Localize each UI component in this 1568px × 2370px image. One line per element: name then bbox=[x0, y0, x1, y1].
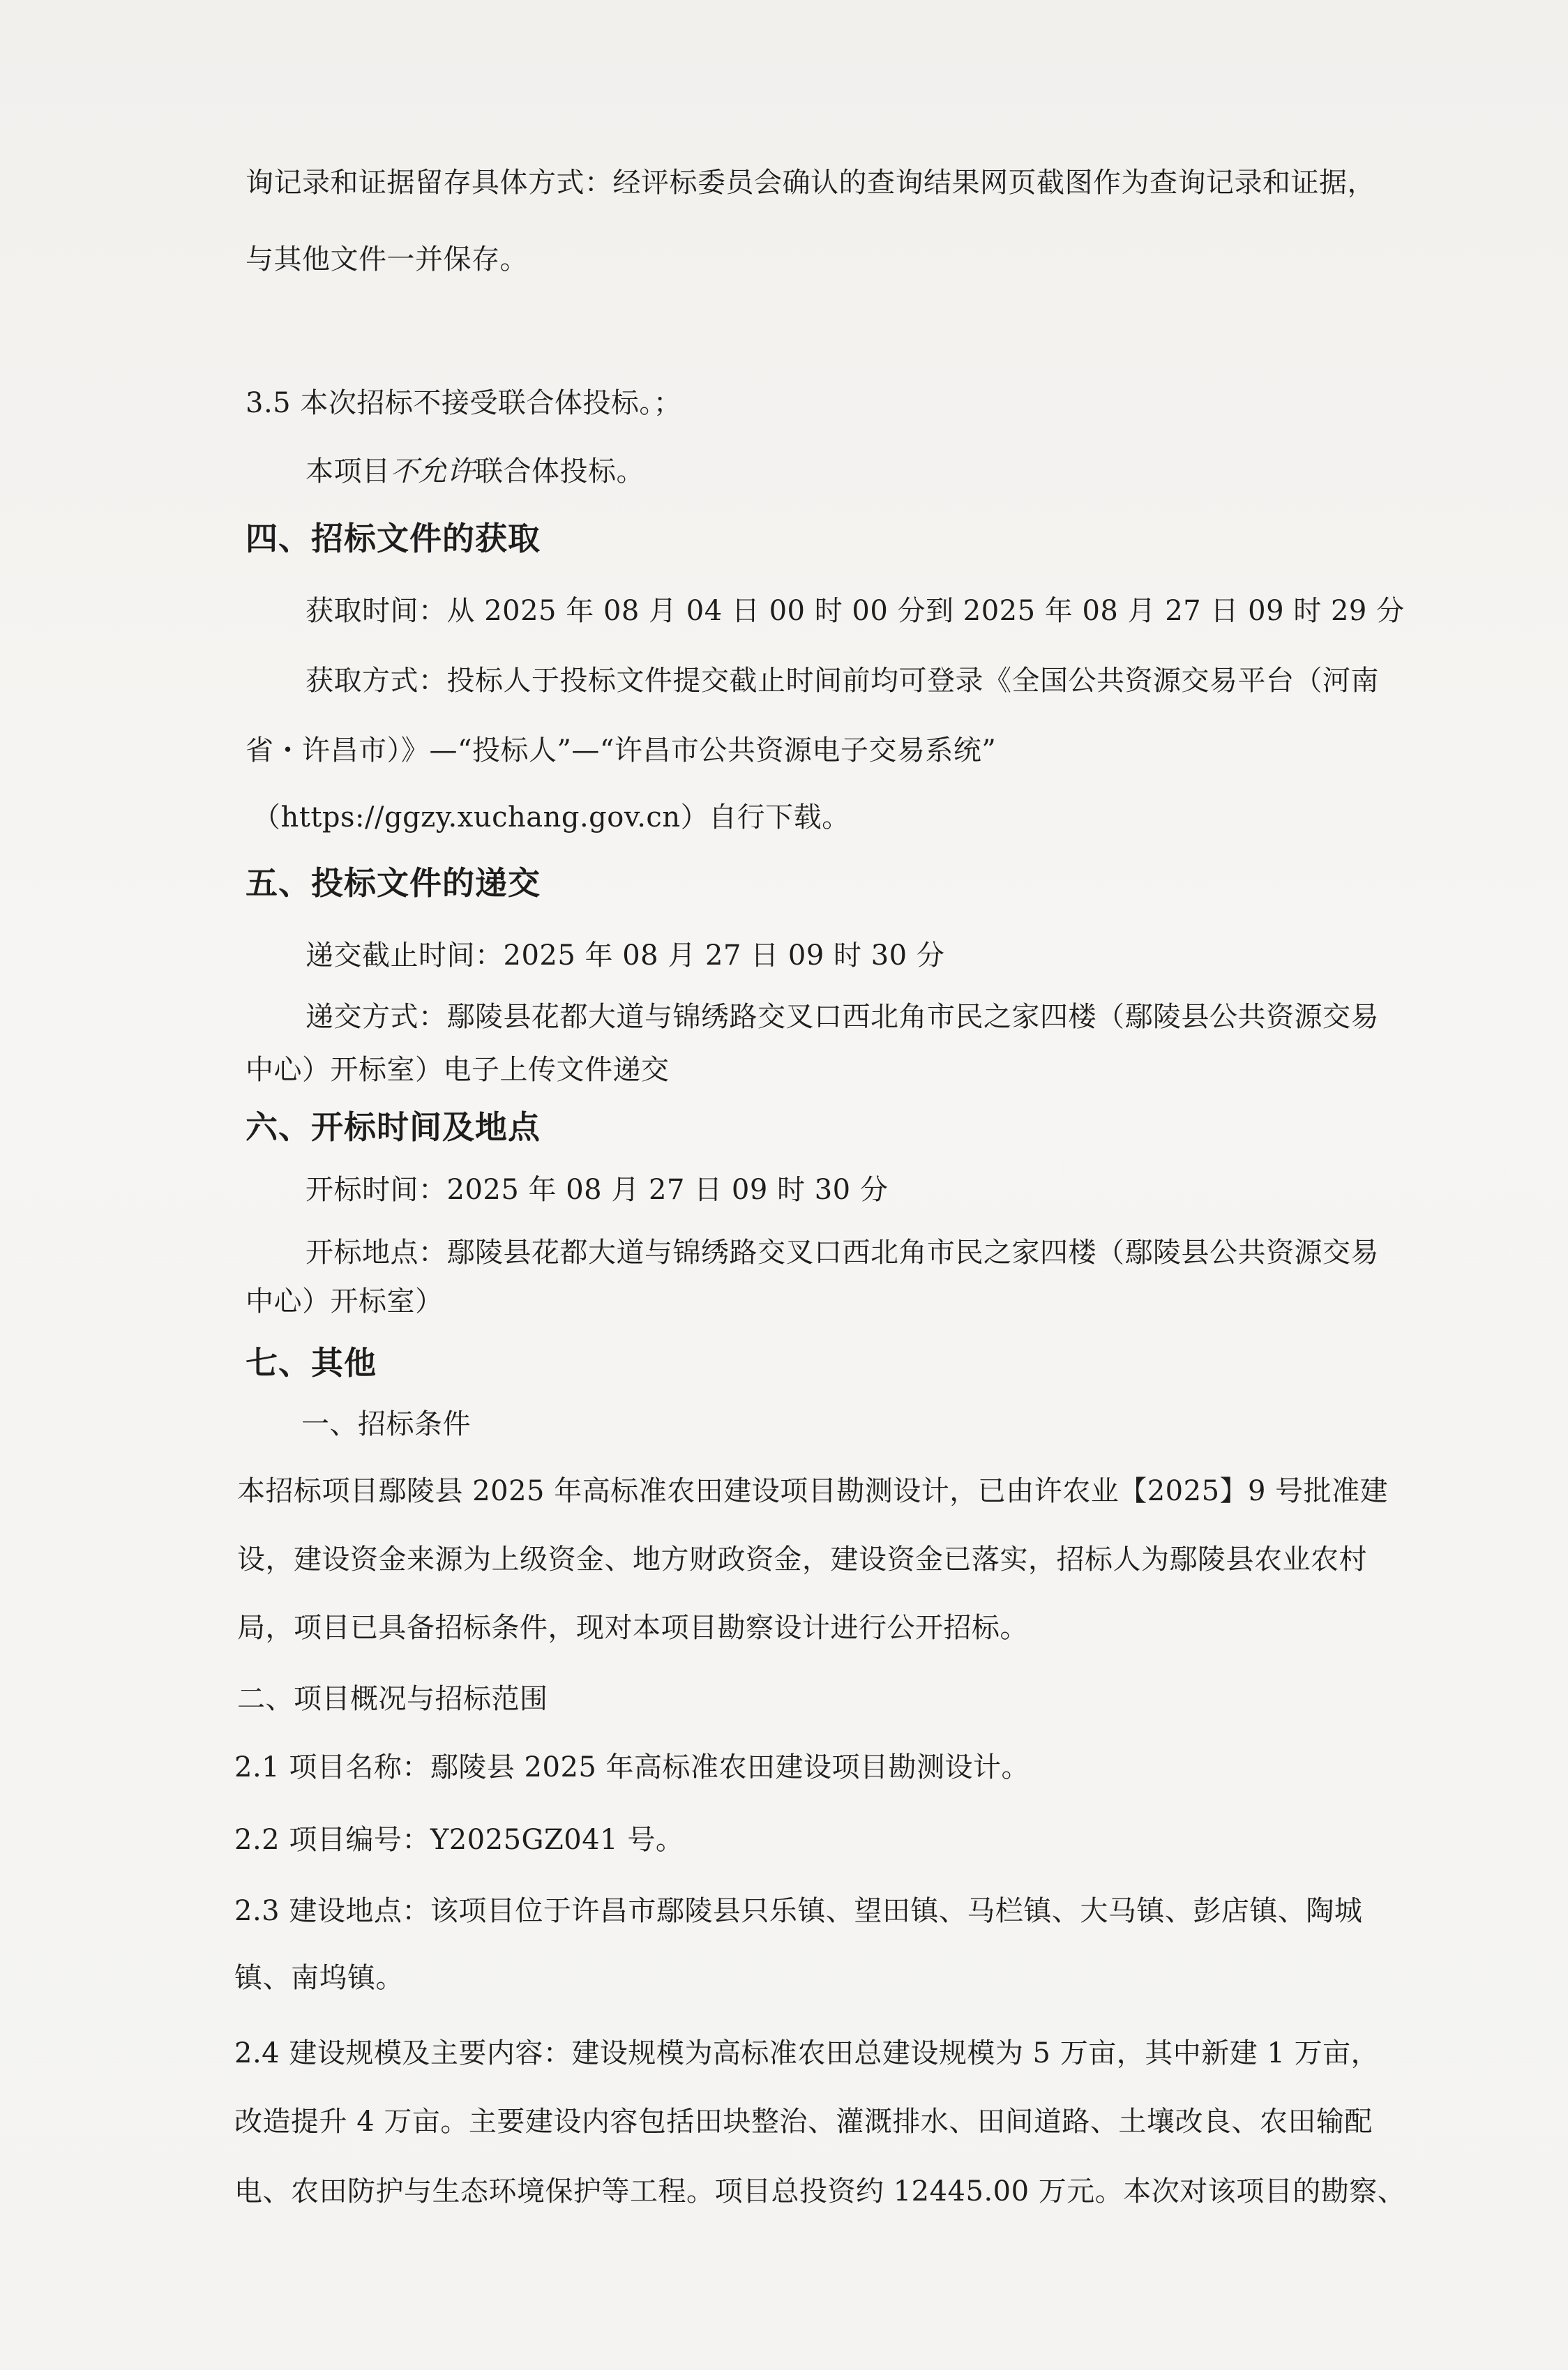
obtain-method-line-1: 获取方式：投标人于投标文件提交截止时间前均可登录《全国公共资源交易平台（河南 bbox=[306, 665, 1379, 697]
heading-obtain-documents: 四、招标文件的获取 bbox=[246, 520, 541, 557]
item-2-3-location-line-2: 镇、南坞镇。 bbox=[234, 1962, 404, 1994]
obtain-method-line-2: 省・许昌市）》—“投标人”—“许昌市公共资源电子交易系统” bbox=[246, 734, 997, 767]
section-3-5: 3.5 本次招标不接受联合体投标。； bbox=[246, 387, 682, 419]
open-time: 开标时间：2025 年 08 月 27 日 09 时 30 分 bbox=[306, 1174, 889, 1206]
submit-deadline: 递交截止时间：2025 年 08 月 27 日 09 时 30 分 bbox=[306, 939, 945, 972]
heading-other: 七、其他 bbox=[246, 1344, 377, 1382]
subheading-project-overview: 二、项目概况与招标范围 bbox=[237, 1683, 548, 1715]
conditions-line-2: 设，建设资金来源为上级资金、地方财政资金，建设资金已落实，招标人为鄢陵县农业农村 bbox=[237, 1543, 1367, 1576]
query-record-line-2: 与其他文件一并保存。 bbox=[246, 243, 528, 276]
note-suffix: 联合体投标。 bbox=[475, 455, 644, 488]
heading-submit-bids: 五、投标文件的递交 bbox=[246, 864, 541, 902]
note-emphasis: 不允许 bbox=[390, 455, 475, 488]
item-2-4-scale-line-1: 2.4 建设规模及主要内容：建设规模为高标准农田总建设规模为 5 万亩，其中新建 1 万亩， bbox=[234, 2037, 1380, 2069]
open-place-line-1: 开标地点：鄢陵县花都大道与锦绣路交叉口西北角市民之家四楼（鄢陵县公共资源交易 bbox=[306, 1237, 1379, 1269]
submit-method-line-2: 中心）开标室）电子上传文件递交 bbox=[246, 1054, 670, 1086]
note-prefix: 本项目 bbox=[306, 455, 391, 488]
query-record-line-1: 询记录和证据留存具体方式：经评标委员会确认的查询结果网页截图作为查询记录和证据， bbox=[246, 167, 1375, 199]
item-2-2-project-number: 2.2 项目编号：Y2025GZ041 号。 bbox=[234, 1824, 684, 1856]
heading-bid-opening: 六、开标时间及地点 bbox=[246, 1108, 541, 1146]
submit-method-line-1: 递交方式：鄢陵县花都大道与锦绣路交叉口西北角市民之家四楼（鄢陵县公共资源交易 bbox=[306, 1001, 1379, 1033]
item-2-4-scale-line-2: 改造提升 4 万亩。主要建设内容包括田块整治、灌溉排水、田间道路、土壤改良、农田输配 bbox=[234, 2106, 1373, 2138]
open-place-line-2: 中心）开标室） bbox=[246, 1285, 444, 1318]
item-2-4-scale-line-3: 电、农田防护与生态环境保护等工程。项目总投资约 12445.00 万元。本次对该项目的勘察、 bbox=[234, 2175, 1406, 2207]
conditions-line-1: 本招标项目鄢陵县 2025 年高标准农田建设项目勘测设计，已由许农业【2025】9 号批准建 bbox=[237, 1475, 1389, 1507]
obtain-time: 获取时间：从 2025 年 08 月 04 日 00 时 00 分到 2025 年 08 月 27 日 09 时 29 分 bbox=[306, 595, 1405, 627]
conditions-line-3: 局，项目已具备招标条件，现对本项目勘察设计进行公开招标。 bbox=[237, 1612, 1028, 1644]
obtain-method-line-3: （https://ggzy.xuchang.gov.cn）自行下载。 bbox=[252, 801, 850, 833]
item-2-3-location-line-1: 2.3 建设地点：该项目位于许昌市鄢陵县只乐镇、望田镇、马栏镇、大马镇、彭店镇、陶城 bbox=[234, 1895, 1363, 1927]
section-3-5-note bbox=[306, 453, 644, 490]
subheading-tender-conditions: 一、招标条件 bbox=[301, 1408, 471, 1440]
item-2-1-project-name: 2.1 项目名称：鄢陵县 2025 年高标准农田建设项目勘测设计。 bbox=[234, 1751, 1030, 1783]
